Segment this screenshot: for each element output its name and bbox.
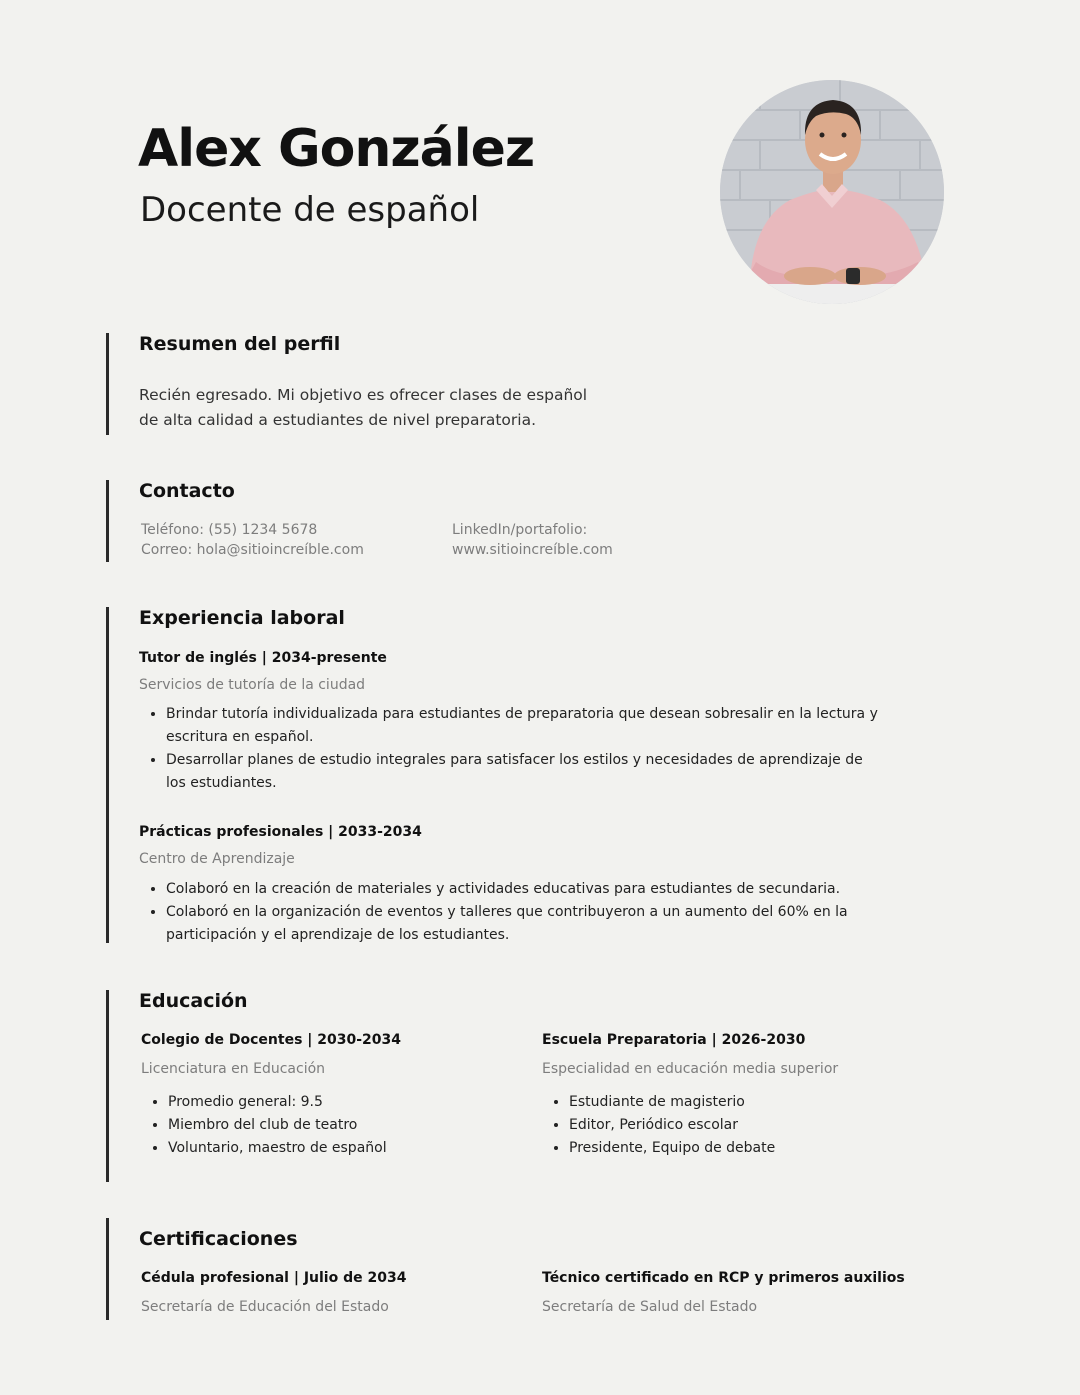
- list-item: [166, 901, 986, 947]
- certification-issuer: Secretaría de Salud del Estado: [542, 1299, 758, 1315]
- summary-line: Recién egresado. Mi objetivo es ofrecer clases de español: [139, 386, 588, 404]
- job-heading: Tutor de inglés | 2034-presente: [139, 650, 387, 666]
- list-item: • Miembro del club de teatro: [168, 1114, 528, 1137]
- candidate-name: Alex González: [138, 119, 535, 179]
- education-bullet-list: [542, 1091, 969, 1160]
- job-organization: Servicios de tutoría de la ciudad: [139, 677, 366, 693]
- bullet-text: Colaboró en la creación de materiales y actividades educativas para estudiantes de secundaria.: [166, 881, 841, 897]
- education-bullet-list: [141, 1091, 528, 1160]
- profile-summary-section: [106, 333, 809, 435]
- job-bullet-list: [139, 703, 986, 795]
- contact-section: [106, 480, 809, 562]
- summary-text: [139, 383, 659, 433]
- section-title-education: Educación: [139, 990, 248, 1012]
- bullet-text: Colaboró en la organización de eventos y talleres que contribuyeron a un aumento del 60% en la: [166, 904, 848, 920]
- list-item: • Promedio general: 9.5: [168, 1091, 528, 1114]
- list-item: [166, 703, 986, 749]
- job-heading: Prácticas profesionales | 2033-2034: [139, 824, 422, 840]
- bullet-text: los estudiantes.: [166, 775, 277, 791]
- list-item: • Editor, Periódico escolar: [569, 1114, 969, 1137]
- contact-website-link[interactable]: www.sitioincreíble.com: [452, 542, 613, 558]
- bullet-text: Desarrollar planes de estudio integrales para satisfacer los estilos y necesidades de aprendizaje de: [166, 752, 863, 768]
- candidate-role: Docente de español: [140, 190, 480, 230]
- list-item: • Voluntario, maestro de español: [168, 1137, 528, 1160]
- certifications-section: [106, 1218, 969, 1320]
- education-degree: Licenciatura en Educación: [141, 1061, 326, 1077]
- certification-issuer: Secretaría de Educación del Estado: [141, 1299, 389, 1315]
- list-item: [166, 878, 986, 901]
- section-title-experience: Experiencia laboral: [139, 607, 345, 629]
- job-bullet-list: [139, 878, 986, 947]
- education-heading: Escuela Preparatoria | 2026-2030: [542, 1032, 806, 1048]
- education-heading: Colegio de Docentes | 2030-2034: [141, 1032, 402, 1048]
- experience-section: [106, 607, 969, 943]
- list-item: • Presidente, Equipo de debate: [569, 1137, 969, 1160]
- section-title-certifications: Certificaciones: [139, 1228, 298, 1250]
- certification-heading: Técnico certificado en RCP y primeros auxilios: [542, 1270, 905, 1286]
- bullet-text: escritura en español.: [166, 729, 314, 745]
- summary-line: de alta calidad a estudiantes de nivel preparatoria.: [139, 411, 537, 429]
- section-title-contact: Contacto: [139, 480, 235, 502]
- contact-phone: Teléfono: (55) 1234 5678: [141, 522, 318, 538]
- certification-heading: Cédula profesional | Julio de 2034: [141, 1270, 407, 1286]
- section-title-summary: Resumen del perfil: [139, 333, 341, 355]
- list-item: • Estudiante de magisterio: [569, 1091, 969, 1114]
- profile-photo: [720, 80, 944, 304]
- bullet-text: participación y el aprendizaje de los estudiantes.: [166, 927, 510, 943]
- list-item: [166, 749, 986, 795]
- contact-email[interactable]: Correo: hola@sitioincreíble.com: [141, 542, 364, 558]
- bullet-text: Brindar tutoría individualizada para estudiantes de preparatoria que desean sobresalir en la lectura y: [166, 706, 878, 722]
- education-section: [106, 990, 969, 1182]
- education-degree: Especialidad en educación media superior: [542, 1061, 839, 1077]
- contact-linkedin-label: LinkedIn/portafolio:: [452, 522, 588, 538]
- job-organization: Centro de Aprendizaje: [139, 851, 295, 867]
